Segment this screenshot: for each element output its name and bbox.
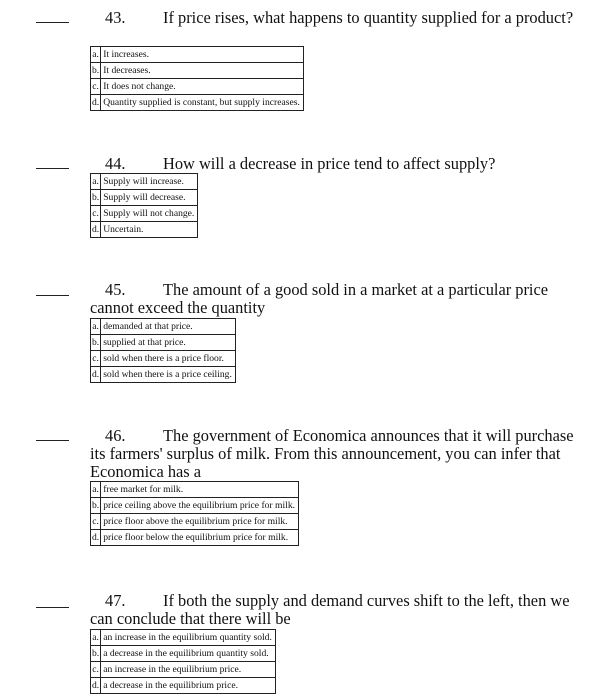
option-text: supplied at that price. [101, 335, 236, 351]
question-stem [90, 427, 590, 481]
option-text: Supply will not change. [101, 206, 198, 222]
answer-blank[interactable] [36, 295, 69, 296]
option-row[interactable] [91, 678, 276, 694]
option-row[interactable] [91, 174, 198, 190]
option-letter: b. [91, 646, 101, 662]
option-text: a decrease in the equilibrium quantity sold. [101, 646, 276, 662]
option-row[interactable] [91, 206, 198, 222]
question-number: 45. [105, 280, 126, 299]
question-stem [90, 281, 590, 317]
option-row[interactable] [91, 351, 236, 367]
option-letter: b. [91, 335, 101, 351]
option-row[interactable] [91, 646, 276, 662]
option-text: free market for milk. [101, 482, 299, 498]
option-text: price floor below the equilibrium price for milk. [101, 530, 299, 546]
option-letter: b. [91, 498, 101, 514]
option-letter: b. [91, 190, 101, 206]
option-row[interactable] [91, 95, 304, 111]
option-text: demanded at that price. [101, 319, 236, 335]
option-text: It does not change. [101, 79, 304, 95]
option-text: Quantity supplied is constant, but supply increases. [101, 95, 304, 111]
question-text: The amount of a good sold in a market at a particular price cannot exceed the quantity [90, 280, 549, 317]
option-letter: d. [91, 367, 101, 383]
answer-blank[interactable] [36, 22, 69, 23]
option-text: It decreases. [101, 63, 304, 79]
option-text: price ceiling above the equilibrium price for milk. [101, 498, 299, 514]
option-row[interactable] [91, 190, 198, 206]
option-text: Uncertain. [101, 222, 198, 238]
option-letter: c. [91, 662, 101, 678]
question-number: 43. [105, 8, 126, 27]
option-text: Supply will increase. [101, 174, 198, 190]
option-row[interactable] [91, 335, 236, 351]
question-text: The government of Economica announces that it will purchase its farmers' surplus of milk. From this announcement, you can infer that Economica has a [90, 426, 574, 481]
option-letter: b. [91, 63, 101, 79]
option-row[interactable] [91, 482, 299, 498]
option-letter: a. [91, 630, 101, 646]
question-number: 46. [105, 426, 126, 445]
option-text: It increases. [101, 47, 304, 63]
option-row[interactable] [91, 79, 304, 95]
option-row[interactable] [91, 662, 276, 678]
question-number: 47. [105, 591, 126, 610]
option-letter: c. [91, 351, 101, 367]
question-number: 44. [105, 154, 126, 173]
option-letter: c. [91, 79, 101, 95]
option-text: sold when there is a price floor. [101, 351, 236, 367]
question-text: How will a decrease in price tend to affect supply? [163, 154, 496, 173]
option-letter: a. [91, 482, 101, 498]
option-letter: c. [91, 206, 101, 222]
option-row[interactable] [91, 63, 304, 79]
option-row[interactable] [91, 222, 198, 238]
option-row[interactable] [91, 367, 236, 383]
options-table [90, 173, 198, 238]
option-row[interactable] [91, 630, 276, 646]
option-row[interactable] [91, 530, 299, 546]
option-letter: d. [91, 222, 101, 238]
question-stem [90, 592, 590, 628]
question-stem [90, 155, 590, 173]
options-table [90, 46, 304, 111]
option-text: price floor above the equilibrium price for milk. [101, 514, 299, 530]
answer-blank[interactable] [36, 168, 69, 169]
answer-blank[interactable] [36, 607, 69, 608]
option-letter: a. [91, 47, 101, 63]
question-stem [90, 9, 590, 27]
option-letter: d. [91, 95, 101, 111]
question-text: If price rises, what happens to quantity supplied for a product? [163, 8, 574, 27]
options-table [90, 481, 299, 546]
option-letter: d. [91, 530, 101, 546]
answer-blank[interactable] [36, 440, 69, 441]
option-text: Supply will decrease. [101, 190, 198, 206]
option-letter: a. [91, 174, 101, 190]
question-text: If both the supply and demand curves shift to the left, then we can conclude that there will be [90, 591, 570, 628]
option-row[interactable] [91, 498, 299, 514]
options-table [90, 629, 276, 694]
option-row[interactable] [91, 319, 236, 335]
options-table [90, 318, 236, 383]
option-text: sold when there is a price ceiling. [101, 367, 236, 383]
option-text: an increase in the equilibrium price. [101, 662, 276, 678]
option-letter: d. [91, 678, 101, 694]
option-row[interactable] [91, 514, 299, 530]
option-letter: a. [91, 319, 101, 335]
option-text: an increase in the equilibrium quantity sold. [101, 630, 276, 646]
option-letter: c. [91, 514, 101, 530]
option-row[interactable] [91, 47, 304, 63]
option-text: a decrease in the equilibrium price. [101, 678, 276, 694]
